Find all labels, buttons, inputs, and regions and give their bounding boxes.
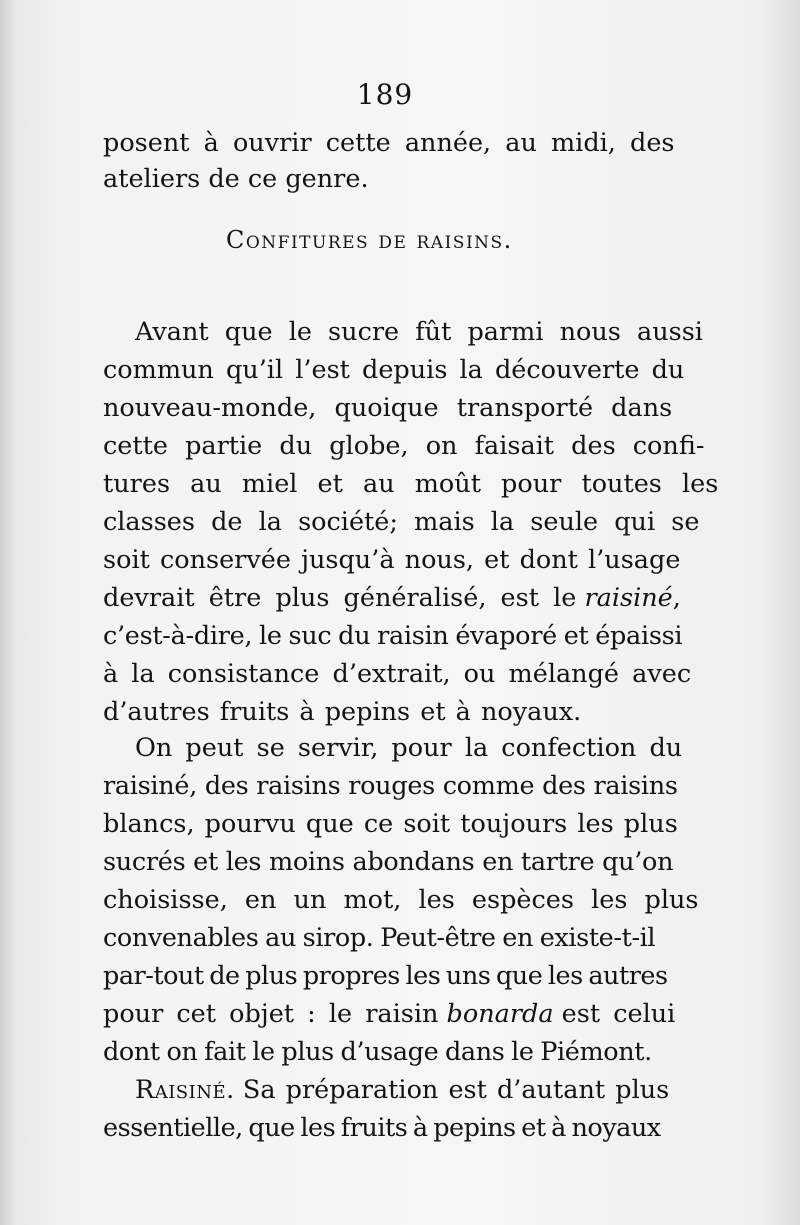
- text-line-13: [103, 693, 581, 731]
- text-line-20-content: par-tout de plus propres les uns que les autres: [103, 961, 668, 991]
- text-line-5: [103, 389, 672, 427]
- text-line-2: [103, 160, 369, 198]
- text-line-22: [103, 1033, 652, 1071]
- text-line-22-content: dont on fait le plus d’usage dans le Piémont.: [103, 1037, 652, 1067]
- text-line-21-tail: est celui: [561, 999, 676, 1029]
- text-line-19-content: convenables au sirop. Peut-être en existe-t-il: [103, 923, 656, 953]
- section-heading: Confitures de raisins.: [226, 226, 513, 254]
- text-line-5-content: nouveau-monde, quoique transporté dans: [103, 393, 673, 423]
- text-line-16: [103, 805, 678, 843]
- text-line-6: [103, 427, 704, 465]
- text-line-15: [103, 767, 678, 805]
- text-line-14: [135, 729, 682, 767]
- text-line-10: devrait être plus généralisé, est le raisiné ,: [103, 579, 681, 617]
- text-line-18: [103, 881, 699, 919]
- text-line-3: [135, 313, 703, 351]
- text-line-2-content: ateliers de ce genre.: [103, 164, 369, 194]
- text-line-12-content: à la consistance d’extrait, ou mélangé avec: [103, 659, 692, 689]
- text-line-13-content: d’autres fruits à pepins et à noyaux.: [103, 697, 582, 727]
- text-word-raisine: raisiné: [584, 583, 673, 613]
- page-number: 189: [356, 78, 414, 111]
- text-line-11: [103, 617, 682, 655]
- text-line-15-content: raisiné, des raisins rouges comme des raisins: [103, 771, 678, 801]
- text-line-1: [103, 124, 693, 162]
- text-line-8-content: classes de la société; mais la seule qui se: [103, 507, 700, 537]
- text-line-18-content: choisisse, en un mot, les espèces les plus: [103, 885, 699, 915]
- text-line-23-content: Sa préparation est d’autant plus: [242, 1075, 670, 1105]
- text-line-9: [103, 541, 680, 579]
- text-line-20: [103, 957, 668, 995]
- text-line-24: [103, 1109, 661, 1147]
- text-line-8: [103, 503, 699, 541]
- text-line-16-content: blancs, pourvu que ce soit toujours les plus: [103, 809, 678, 839]
- text-line-7-content: tures au miel et au moût pour toutes les: [103, 469, 719, 499]
- text-line-21: [103, 995, 675, 1033]
- text-line-1-content: posent à ouvrir cette année, au midi, des: [103, 128, 675, 158]
- text-line-21-content: pour cet objet : le raisin: [103, 999, 439, 1029]
- text-line-7: [103, 465, 718, 503]
- text-line-12: [103, 655, 691, 693]
- text-line-4: [103, 351, 684, 389]
- text-word-bonarda: bonarda: [446, 999, 554, 1029]
- text-line-23: [135, 1071, 669, 1109]
- text-line-24-content: essentielle, que les fruits à pepins et à noyaux: [103, 1113, 661, 1143]
- text-line-4-content: commun qu’il l’est depuis la découverte du: [103, 355, 685, 385]
- text-line-17-content: sucrés et les moins abondans en tartre qu’on: [103, 847, 674, 877]
- text-line-3-content: Avant que le sucre fût parmi nous aussi: [135, 317, 703, 347]
- text-line-17: [103, 843, 673, 881]
- text-line-19: [103, 919, 655, 957]
- text-line-6-content: cette partie du globe, on faisait des confi-: [103, 431, 705, 461]
- text-line-14-content: On peut se servir, pour la confection du: [135, 733, 683, 763]
- text-line-9-content: soit conservée jusqu’à nous, et dont l’usage: [103, 545, 681, 575]
- text-line-10-content: devrait être plus généralisé, est le: [103, 583, 577, 613]
- text-word-raisine-heading: Raisiné.: [135, 1075, 235, 1105]
- text-line-11-content: c’est-à-dire, le suc du raisin évaporé et épaissi: [103, 621, 683, 651]
